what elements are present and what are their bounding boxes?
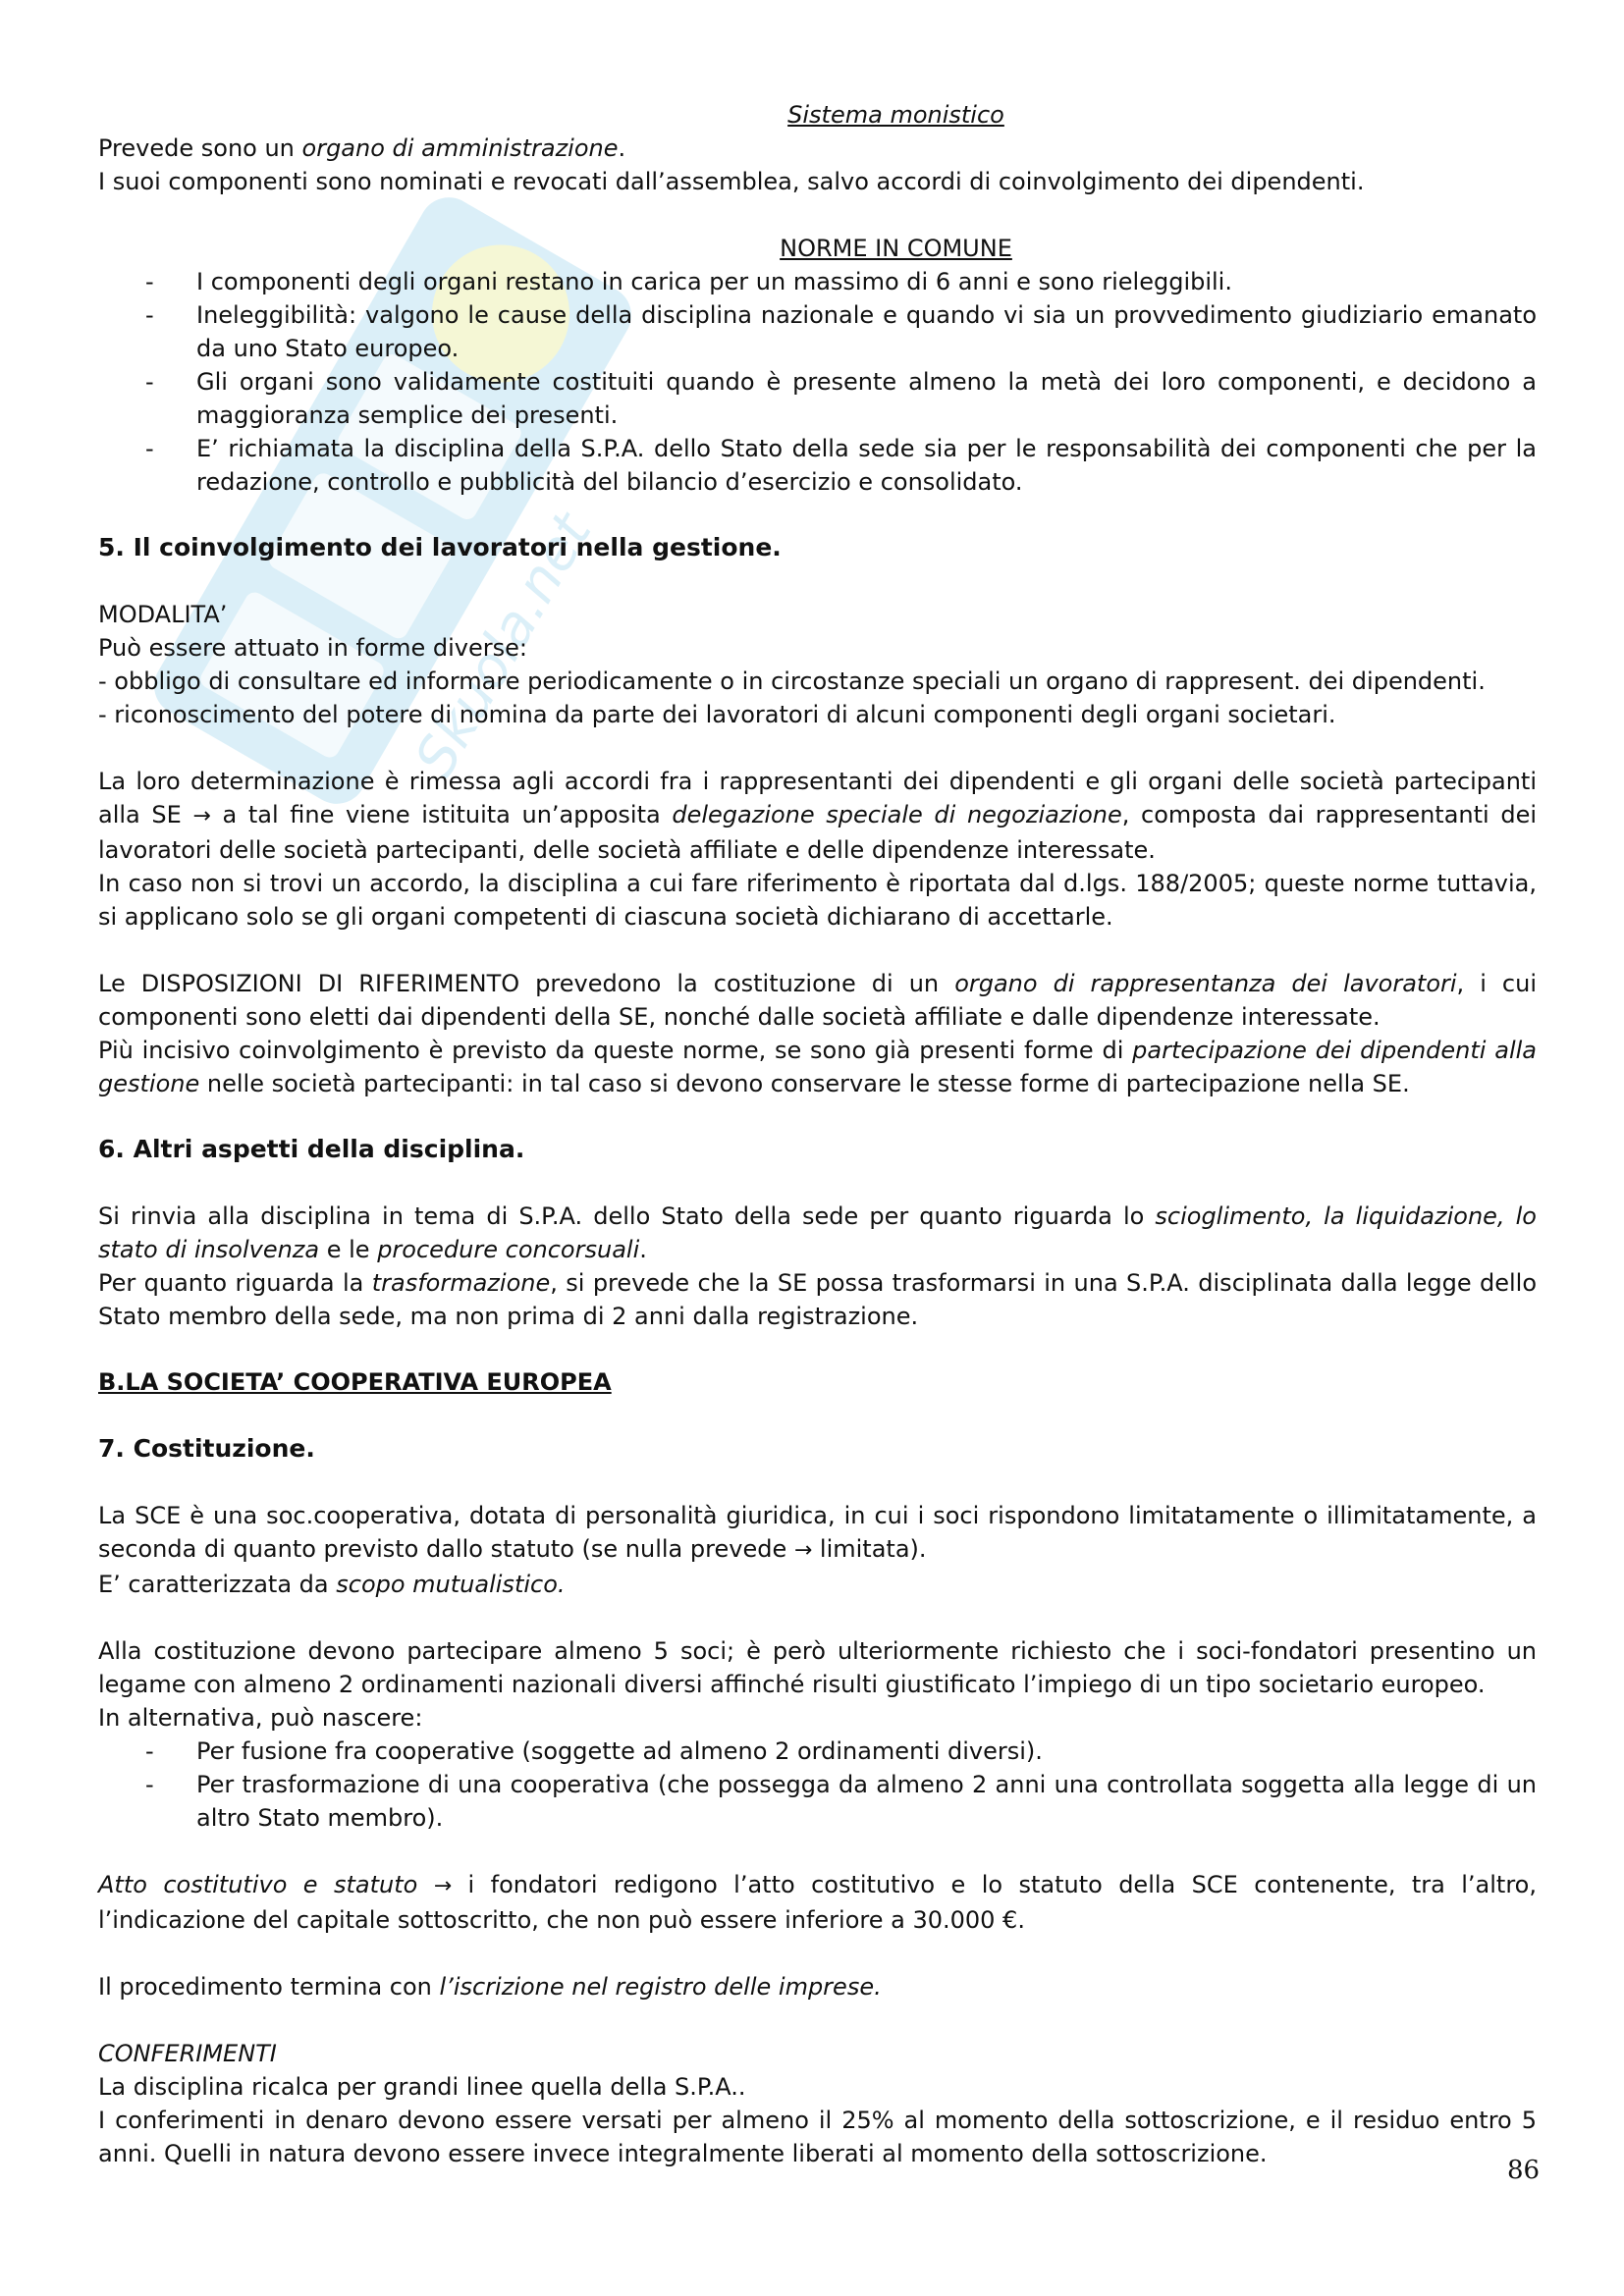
- section-title-norme: NORME IN COMUNE: [780, 235, 1012, 262]
- heading-section-7: 7. Costituzione.: [98, 1434, 315, 1463]
- arrow-right-icon: →: [433, 1874, 453, 1898]
- paragraph: La loro determinazione è rimessa agli accordi fra i rappresentanti dei dipendenti e gli organi delle società partecipanti alla SE → a tal fine viene istituita un’apposita delegazione speciale di negoziazione, composta dai rappresentanti dei lavoratori delle società partecipanti, delle società affiliate e delle dipendenze interessate.: [98, 768, 1538, 864]
- page-number: 86: [1507, 2156, 1541, 2185]
- paragraph: Atto costitutivo e statuto → i fondatori redigono l’atto costitutivo e lo statuto della SCE contenente, tra l’altro, l’indicazione del capitale sottoscritto, che non può essere inferiore a 30.000 €.: [98, 1871, 1537, 1934]
- paragraph: La disciplina ricalca per grandi linee quella della S.P.A..: [98, 2073, 746, 2101]
- arrow-right-icon: →: [192, 804, 211, 828]
- list-item: - E’ richiamata la disciplina della S.P.A. dello Stato della sede sia per le responsabilità dei componenti che per la redazione, controllo e pubblicità del bilancio d’esercizio e consolidato.: [145, 435, 1537, 496]
- heading-section-5: 5. Il coinvolgimento dei lavoratori nella gestione.: [98, 533, 782, 561]
- subheading-conferimenti: CONFERIMENTI: [98, 2040, 277, 2067]
- list-item: - Ineleggibilità: valgono le cause della disciplina nazionale e quando vi sia un provvedimento giudiziario emanato da uno Stato europeo.: [145, 301, 1537, 362]
- paragraph: Si rinvia alla disciplina in tema di S.P.A. dello Stato della sede per quanto riguarda lo scioglimento, la liquidazione, lo stato di insolvenza e le procedure concorsuali.: [98, 1202, 1537, 1263]
- heading-section-b: B.LA SOCIETA’ COOPERATIVA EUROPEA: [98, 1368, 612, 1396]
- paragraph: Può essere attuato in forme diverse:: [98, 634, 527, 662]
- paragraph: Più incisivo coinvolgimento è previsto da queste norme, se sono già presenti forme di partecipazione dei dipendenti alla gestione nelle società partecipanti: in tal caso si devono conservare le stesse forme di partecipazione nella SE.: [98, 1037, 1537, 1097]
- list-item: - Gli organi sono validamente costituiti quando è presente almeno la metà dei loro componenti, e decidono a maggioranza semplice dei presenti.: [145, 368, 1537, 429]
- document-page: [98, 98, 1537, 2170]
- alternative-list: [98, 1735, 1537, 1835]
- paragraph: Prevede sono un organo di amministrazione.: [98, 134, 626, 162]
- section-title-monistico: Sistema monistico: [787, 101, 1004, 129]
- paragraph: - riconoscimento del potere di nomina da parte dei lavoratori di alcuni componenti degli organi societari.: [98, 701, 1336, 728]
- paragraph: In caso non si trovi un accordo, la disciplina a cui fare riferimento è riportata dal d.lgs. 188/2005; queste norme tuttavia, si applicano solo se gli organi competenti di ciascuna società dichiarano di accettarle.: [98, 870, 1537, 931]
- paragraph: - obbligo di consultare ed informare periodicamente o in circostanze speciali un organo di rappresent. dei dipendenti.: [98, 667, 1486, 695]
- list-item: - Per trasformazione di una cooperativa (che possegga da almeno 2 anni una controllata soggetta alla legge di un altro Stato membro).: [145, 1771, 1537, 1832]
- paragraph: I suoi componenti sono nominati e revocati dall’assemblea, salvo accordi di coinvolgimento dei dipendenti.: [98, 168, 1365, 195]
- paragraph: Alla costituzione devono partecipare almeno 5 soci; è però ulteriormente richiesto che i soci-fondatori presentino un legame con almeno 2 ordinamenti nazionali diversi affinché risulti giustificato l’impiego di un tipo societario europeo.: [98, 1637, 1537, 1698]
- paragraph: La SCE è una soc.cooperativa, dotata di personalità giuridica, in cui i soci rispondono limitatamente o illimitatamente, a seconda di quanto previsto dallo statuto (se nulla prevede → limitata).: [98, 1502, 1537, 1563]
- paragraph: Per quanto riguarda la trasformazione, si prevede che la SE possa trasformarsi in una S.P.A. disciplinata dalla legge dello Stato membro della sede, ma non prima di 2 anni dalla registrazione.: [98, 1269, 1538, 1330]
- paragraph: E’ caratterizzata da scopo mutualistico.: [98, 1571, 566, 1598]
- paragraph: I conferimenti in denaro devono essere versati per almeno il 25% al momento della sottoscrizione, e il residuo entro 5 anni. Quelli in natura devono essere invece integralmente liberati al momento della sottoscrizione.: [98, 2107, 1537, 2167]
- paragraph: In alternativa, può nascere:: [98, 1704, 423, 1732]
- list-item: - I componenti degli organi restano in carica per un massimo di 6 anni e sono rieleggibili.: [145, 268, 1232, 295]
- paragraph: Il procedimento termina con l’iscrizione nel registro delle imprese.: [98, 1973, 882, 2001]
- heading-section-6: 6. Altri aspetti della disciplina.: [98, 1135, 525, 1163]
- watermark-text: Skuola.net: [403, 503, 605, 788]
- list-item: - Per fusione fra cooperative (soggette ad almeno 2 ordinamenti diversi).: [145, 1737, 1043, 1765]
- norme-list: [98, 265, 1537, 499]
- paragraph: Le DISPOSIZIONI DI RIFERIMENTO prevedono la costituzione di un organo di rappresentanza dei lavoratori, i cui componenti sono eletti dai dipendenti della SE, nonché dalle società affiliate e dalle dipendenze interessate.: [98, 970, 1537, 1031]
- subheading-modalita: MODALITA’: [98, 601, 228, 628]
- arrow-right-icon: →: [793, 1538, 813, 1563]
